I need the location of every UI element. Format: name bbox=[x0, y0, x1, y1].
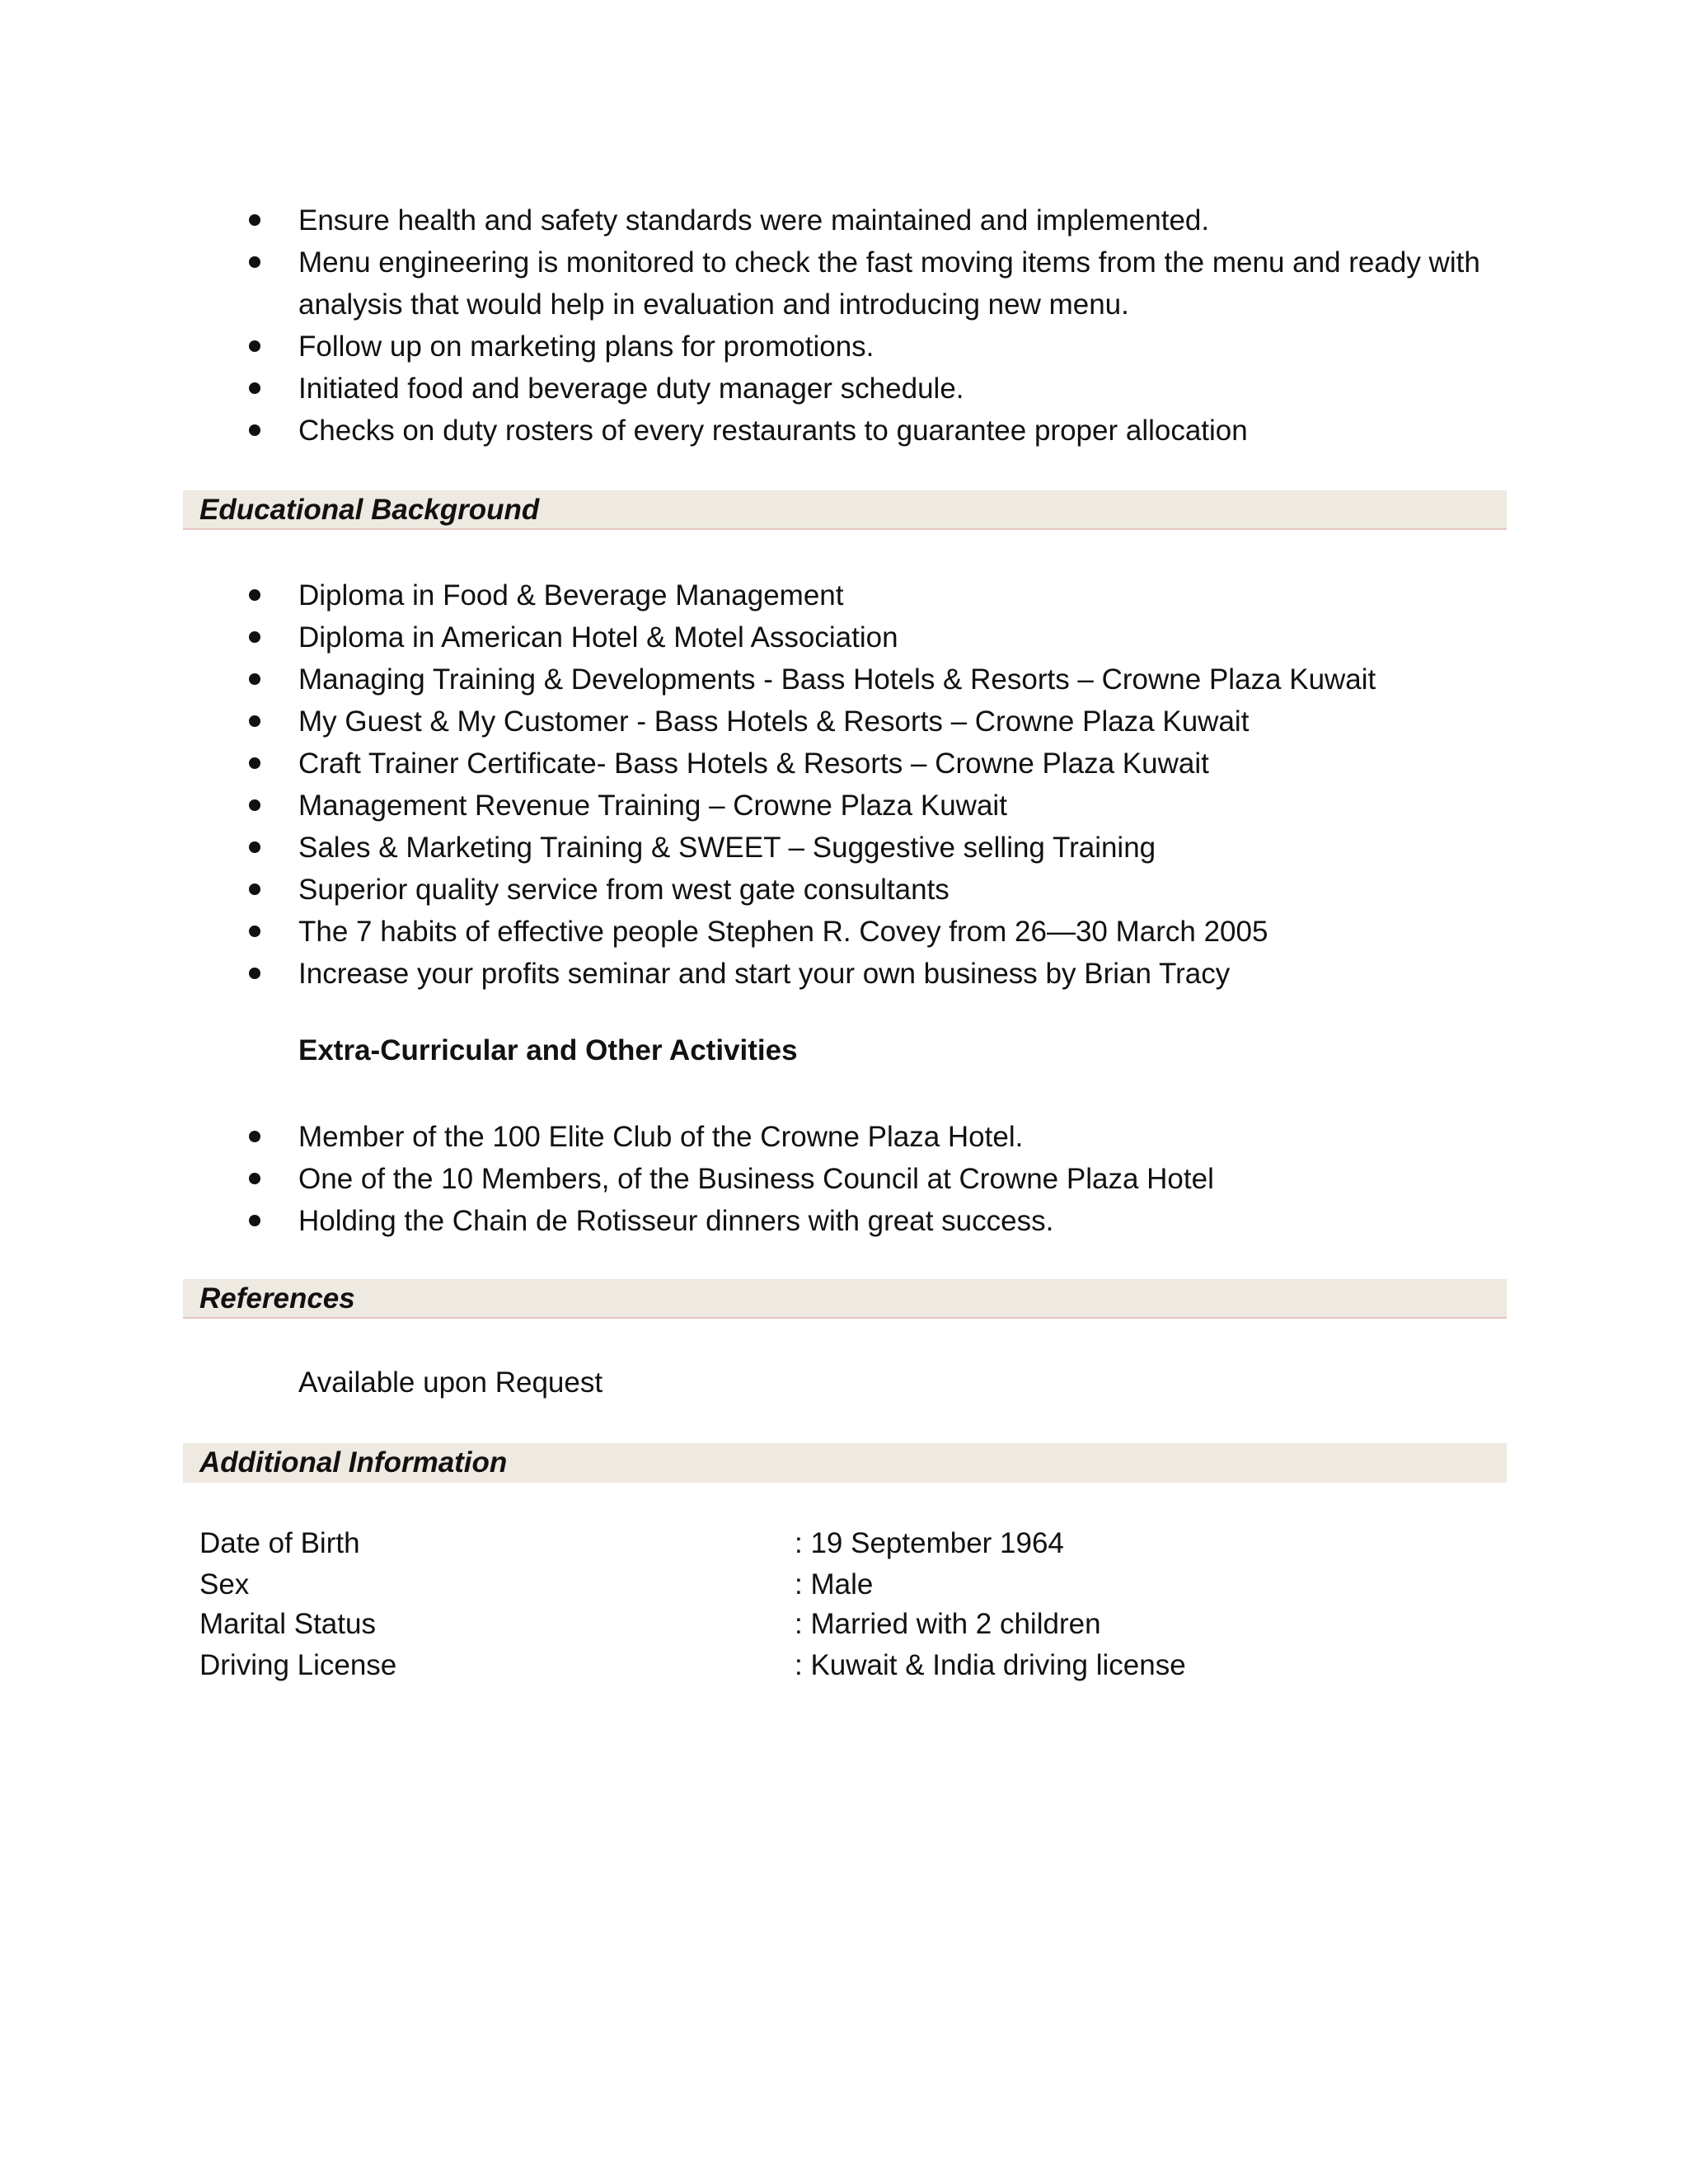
duties-list bbox=[247, 199, 1493, 452]
list-item: Follow up on marketing plans for promotions. bbox=[247, 326, 1493, 368]
list-item: Increase your profits seminar and start your own business by Brian Tracy bbox=[247, 953, 1493, 995]
list-item: The 7 habits of effective people Stephen R. Covey from 26—30 March 2005 bbox=[247, 911, 1493, 953]
section-title: Educational Background bbox=[199, 494, 540, 526]
info-value: : Kuwait & India driving license bbox=[795, 1649, 1186, 1681]
education-section-header bbox=[183, 490, 1507, 530]
info-row-marital-status bbox=[199, 1604, 1436, 1645]
references-text: Available upon Request bbox=[298, 1366, 603, 1399]
info-row-date-of-birth bbox=[199, 1523, 1436, 1564]
info-value: : Married with 2 children bbox=[795, 1608, 1101, 1640]
list-item: Member of the 100 Elite Club of the Crowne Plaza Hotel. bbox=[247, 1116, 1493, 1158]
list-item: Craft Trainer Certificate- Bass Hotels & Resorts – Crowne Plaza Kuwait bbox=[247, 743, 1493, 785]
list-item: Managing Training & Developments - Bass Hotels & Resorts – Crowne Plaza Kuwait bbox=[247, 658, 1493, 701]
education-list bbox=[247, 574, 1493, 995]
activities-list bbox=[247, 1116, 1493, 1242]
list-item: Menu engineering is monitored to check the fast moving items from the menu and ready with analysis that would help in evaluation and introducing new menu. bbox=[247, 241, 1493, 326]
list-item: One of the 10 Members, of the Business Council at Crowne Plaza Hotel bbox=[247, 1158, 1493, 1200]
info-value: : Male bbox=[795, 1568, 874, 1601]
list-item: Ensure health and safety standards were maintained and implemented. bbox=[247, 199, 1493, 241]
info-value: : 19 September 1964 bbox=[795, 1527, 1064, 1559]
list-item: Initiated food and beverage duty manager schedule. bbox=[247, 368, 1493, 410]
info-label: Date of Birth bbox=[199, 1527, 360, 1559]
info-row-driving-license bbox=[199, 1645, 1436, 1686]
info-label: Marital Status bbox=[199, 1608, 376, 1640]
list-item: Superior quality service from west gate consultants bbox=[247, 869, 1493, 911]
references-section-header bbox=[183, 1279, 1507, 1319]
list-item: Checks on duty rosters of every restaurants to guarantee proper allocation bbox=[247, 410, 1493, 452]
section-title: References bbox=[199, 1282, 355, 1315]
list-item: Diploma in American Hotel & Motel Association bbox=[247, 616, 1493, 658]
list-item: Sales & Marketing Training & SWEET – Suggestive selling Training bbox=[247, 827, 1493, 869]
section-title: Additional Information bbox=[199, 1446, 508, 1479]
info-row-sex bbox=[199, 1564, 1436, 1605]
activities-heading: Extra-Curricular and Other Activities bbox=[298, 1034, 798, 1066]
list-item: Holding the Chain de Rotisseur dinners with great success. bbox=[247, 1200, 1493, 1242]
list-item: Management Revenue Training – Crowne Plaza Kuwait bbox=[247, 785, 1493, 827]
additional-info-section-header bbox=[183, 1443, 1507, 1483]
info-label: Sex bbox=[199, 1568, 250, 1601]
list-item: My Guest & My Customer - Bass Hotels & Resorts – Crowne Plaza Kuwait bbox=[247, 701, 1493, 743]
info-label: Driving License bbox=[199, 1649, 397, 1681]
list-item: Diploma in Food & Beverage Management bbox=[247, 574, 1493, 616]
